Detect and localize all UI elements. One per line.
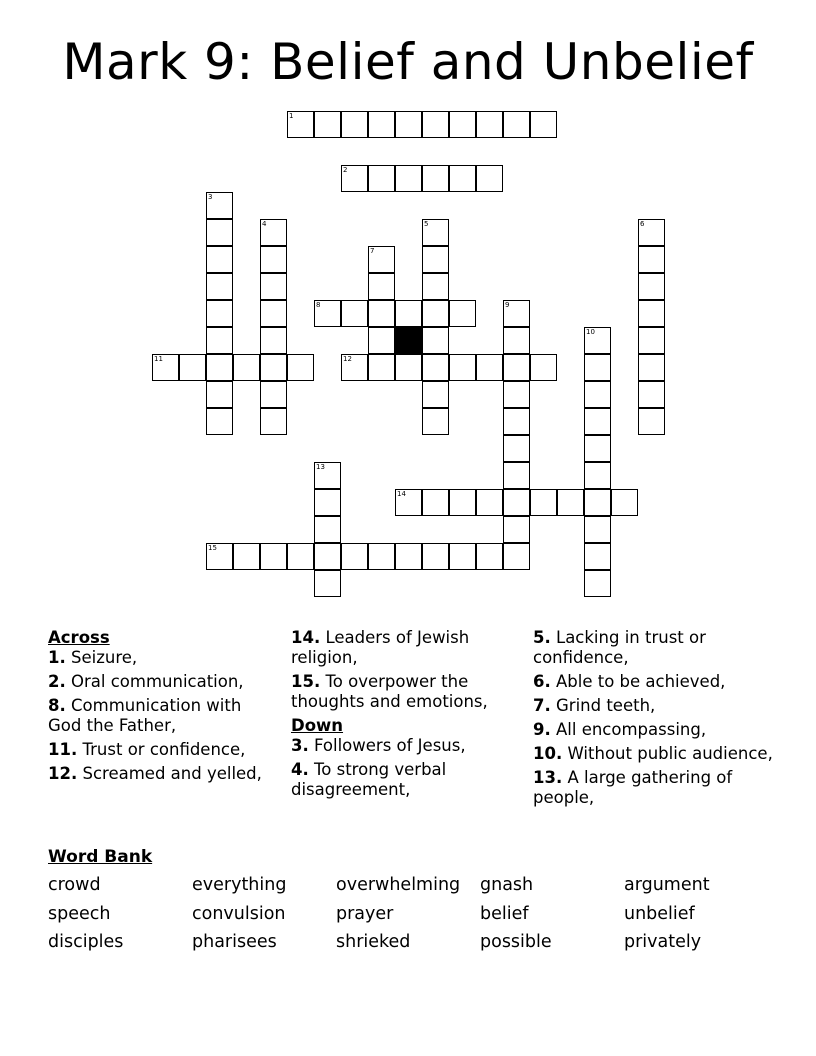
word-bank-item: possible bbox=[480, 932, 552, 952]
clue-number: 5 bbox=[424, 220, 429, 228]
grid-cell[interactable] bbox=[206, 354, 233, 381]
grid-cell[interactable] bbox=[395, 165, 422, 192]
grid-cell[interactable] bbox=[557, 489, 584, 516]
grid-cell[interactable] bbox=[260, 543, 287, 570]
grid-cell[interactable] bbox=[287, 354, 314, 381]
clue-number: 1 bbox=[289, 112, 294, 120]
grid-cell[interactable] bbox=[287, 111, 314, 138]
grid-cell[interactable] bbox=[422, 381, 449, 408]
grid-cell[interactable] bbox=[260, 408, 287, 435]
grid-cell[interactable] bbox=[584, 516, 611, 543]
grid-cell[interactable] bbox=[260, 246, 287, 273]
clue-number: 9 bbox=[505, 301, 510, 309]
grid-cell[interactable] bbox=[368, 354, 395, 381]
grid-cell[interactable] bbox=[260, 327, 287, 354]
grid-cell[interactable] bbox=[206, 408, 233, 435]
page-title: Mark 9: Belief and Unbelief bbox=[62, 33, 754, 91]
grid-cell[interactable] bbox=[368, 246, 395, 273]
grid-cell[interactable] bbox=[314, 516, 341, 543]
clue-down-13: 13. A large gathering of people, bbox=[533, 768, 733, 807]
grid-cell[interactable] bbox=[503, 408, 530, 435]
clue-number: 13 bbox=[316, 463, 325, 471]
grid-cell[interactable] bbox=[422, 300, 449, 327]
grid-cell[interactable] bbox=[530, 489, 557, 516]
grid-cell[interactable] bbox=[287, 543, 314, 570]
grid-cell[interactable] bbox=[503, 300, 530, 327]
clues-column-3 bbox=[533, 628, 773, 812]
word-bank-item: privately bbox=[624, 932, 702, 952]
word-bank-item: unbelief bbox=[624, 904, 695, 924]
clue-across-1: 1. Seizure, bbox=[48, 648, 138, 667]
grid-cell[interactable] bbox=[422, 246, 449, 273]
grid-cell[interactable] bbox=[638, 300, 665, 327]
clue-across-2: 2. Oral communication, bbox=[48, 672, 244, 691]
grid-cell[interactable] bbox=[395, 300, 422, 327]
grid-cell[interactable] bbox=[368, 543, 395, 570]
grid-cell[interactable] bbox=[476, 111, 503, 138]
word-bank-item: everything bbox=[192, 875, 287, 895]
clues-column-1 bbox=[48, 628, 278, 788]
clue-across-8: 8. Communication with God the Father, bbox=[48, 696, 242, 735]
grid-cell[interactable] bbox=[503, 489, 530, 516]
clue-across-11: 11. Trust or confidence, bbox=[48, 740, 246, 759]
grid-cell[interactable] bbox=[503, 354, 530, 381]
grid-cell[interactable] bbox=[638, 219, 665, 246]
clue-number: 11 bbox=[154, 355, 163, 363]
clue-down-10: 10. Without public audience, bbox=[533, 744, 773, 763]
down-heading: Down bbox=[291, 716, 344, 735]
clue-number: 15 bbox=[208, 544, 217, 552]
grid-cell[interactable] bbox=[341, 111, 368, 138]
grid-cell[interactable] bbox=[395, 111, 422, 138]
grid-cell[interactable] bbox=[260, 354, 287, 381]
grid-cell[interactable] bbox=[314, 489, 341, 516]
word-bank-item: argument bbox=[624, 875, 710, 895]
grid-cell[interactable] bbox=[314, 543, 341, 570]
grid-cell[interactable] bbox=[584, 435, 611, 462]
grid-cell[interactable] bbox=[314, 300, 341, 327]
clue-down-9: 9. All encompassing, bbox=[533, 720, 707, 739]
grid-cell[interactable] bbox=[206, 192, 233, 219]
grid-cell[interactable] bbox=[314, 570, 341, 597]
grid-cell[interactable] bbox=[395, 489, 422, 516]
grid-cell[interactable] bbox=[449, 165, 476, 192]
clue-down-3: 3. Followers of Jesus, bbox=[291, 736, 466, 755]
grid-cell[interactable] bbox=[314, 111, 341, 138]
grid-cell[interactable] bbox=[476, 165, 503, 192]
grid-cell[interactable] bbox=[422, 111, 449, 138]
grid-cell[interactable] bbox=[503, 327, 530, 354]
grid-cell[interactable] bbox=[179, 354, 206, 381]
across-heading: Across bbox=[48, 628, 110, 647]
word-bank-item: pharisees bbox=[192, 932, 277, 952]
grid-cell[interactable] bbox=[314, 462, 341, 489]
grid-cell[interactable] bbox=[449, 300, 476, 327]
word-bank-item: speech bbox=[48, 904, 111, 924]
grid-cell[interactable] bbox=[503, 462, 530, 489]
clue-number: 10 bbox=[586, 328, 595, 336]
grid-cell[interactable] bbox=[638, 354, 665, 381]
clue-down-7: 7. Grind teeth, bbox=[533, 696, 656, 715]
clue-number: 8 bbox=[316, 301, 321, 309]
grid-cell[interactable] bbox=[233, 354, 260, 381]
grid-cell[interactable] bbox=[422, 489, 449, 516]
word-bank-item: crowd bbox=[48, 875, 101, 895]
grid-cell[interactable] bbox=[206, 543, 233, 570]
grid-cell[interactable] bbox=[368, 327, 395, 354]
grid-cell[interactable] bbox=[206, 273, 233, 300]
grid-cell[interactable] bbox=[260, 300, 287, 327]
clues-column-2 bbox=[291, 628, 521, 804]
grid-cell[interactable] bbox=[611, 489, 638, 516]
grid-cell[interactable] bbox=[395, 354, 422, 381]
clue-number: 3 bbox=[208, 193, 213, 201]
grid-cell[interactable] bbox=[152, 354, 179, 381]
grid-cell[interactable] bbox=[449, 543, 476, 570]
grid-cell[interactable] bbox=[503, 435, 530, 462]
grid-cell[interactable] bbox=[638, 381, 665, 408]
word-bank-item: gnash bbox=[480, 875, 534, 895]
grid-cell[interactable] bbox=[368, 300, 395, 327]
clue-number: 6 bbox=[640, 220, 645, 228]
clue-number: 2 bbox=[343, 166, 348, 174]
grid-cell[interactable] bbox=[503, 111, 530, 138]
grid-cell[interactable] bbox=[584, 489, 611, 516]
grid-cell[interactable] bbox=[368, 111, 395, 138]
grid-cell[interactable] bbox=[341, 165, 368, 192]
word-bank-item: shrieked bbox=[336, 932, 411, 952]
grid-cell[interactable] bbox=[422, 327, 449, 354]
clue-down-4: 4. To strong verbal disagreement, bbox=[291, 760, 447, 799]
grid-cell[interactable] bbox=[368, 273, 395, 300]
grid-cell[interactable] bbox=[476, 543, 503, 570]
grid-cell[interactable] bbox=[584, 327, 611, 354]
clue-number: 14 bbox=[397, 490, 406, 498]
clue-number: 12 bbox=[343, 355, 352, 363]
grid-cell[interactable] bbox=[503, 381, 530, 408]
grid-cell[interactable] bbox=[530, 111, 557, 138]
grid-cell[interactable] bbox=[206, 327, 233, 354]
grid-cell[interactable] bbox=[395, 543, 422, 570]
grid-cell[interactable] bbox=[503, 516, 530, 543]
grid-cell[interactable] bbox=[584, 570, 611, 597]
grid-cell[interactable] bbox=[422, 219, 449, 246]
grid-cell[interactable] bbox=[341, 543, 368, 570]
grid-cell[interactable] bbox=[584, 354, 611, 381]
grid-cell[interactable] bbox=[449, 489, 476, 516]
grid-cell[interactable] bbox=[422, 165, 449, 192]
grid-cell[interactable] bbox=[638, 246, 665, 273]
grid-cell[interactable] bbox=[260, 219, 287, 246]
grid-cell[interactable] bbox=[422, 543, 449, 570]
clue-down-5: 5. Lacking in trust or confidence, bbox=[533, 628, 706, 667]
grid-cell[interactable] bbox=[584, 543, 611, 570]
grid-cell[interactable] bbox=[422, 273, 449, 300]
grid-cell[interactable] bbox=[638, 327, 665, 354]
clue-across-14: 14. Leaders of Jewish religion, bbox=[291, 628, 470, 667]
clue-across-12: 12. Screamed and yelled, bbox=[48, 764, 262, 783]
grid-cell[interactable] bbox=[368, 165, 395, 192]
grid-cell[interactable] bbox=[584, 408, 611, 435]
grid-cell[interactable] bbox=[503, 543, 530, 570]
clue-number: 4 bbox=[262, 220, 267, 228]
clue-across-15: 15. To overpower the thoughts and emotions, bbox=[291, 672, 488, 711]
grid-cell[interactable] bbox=[584, 462, 611, 489]
grid-cell[interactable] bbox=[584, 381, 611, 408]
grid-cell[interactable] bbox=[530, 354, 557, 381]
grid-cell[interactable] bbox=[206, 300, 233, 327]
clue-down-6: 6. Able to be achieved, bbox=[533, 672, 726, 691]
word-bank-item: prayer bbox=[336, 904, 394, 924]
grid-cell[interactable] bbox=[476, 489, 503, 516]
word-bank-item: disciples bbox=[48, 932, 124, 952]
grid-cell[interactable] bbox=[422, 408, 449, 435]
grid-block bbox=[395, 327, 422, 354]
grid-cell[interactable] bbox=[341, 300, 368, 327]
grid-cell[interactable] bbox=[638, 273, 665, 300]
grid-cell[interactable] bbox=[449, 111, 476, 138]
grid-cell[interactable] bbox=[233, 543, 260, 570]
word-bank-heading: Word Bank bbox=[48, 847, 153, 867]
word-bank-item: convulsion bbox=[192, 904, 286, 924]
grid-cell[interactable] bbox=[206, 246, 233, 273]
grid-cell[interactable] bbox=[422, 354, 449, 381]
word-bank-item: overwhelming bbox=[336, 875, 461, 895]
grid-cell[interactable] bbox=[341, 354, 368, 381]
grid-cell[interactable] bbox=[476, 354, 503, 381]
grid-cell[interactable] bbox=[449, 354, 476, 381]
grid-cell[interactable] bbox=[206, 219, 233, 246]
grid-cell[interactable] bbox=[638, 408, 665, 435]
clue-number: 7 bbox=[370, 247, 375, 255]
word-bank-item: belief bbox=[480, 904, 529, 924]
grid-cell[interactable] bbox=[206, 381, 233, 408]
grid-cell[interactable] bbox=[260, 381, 287, 408]
grid-cell[interactable] bbox=[260, 273, 287, 300]
